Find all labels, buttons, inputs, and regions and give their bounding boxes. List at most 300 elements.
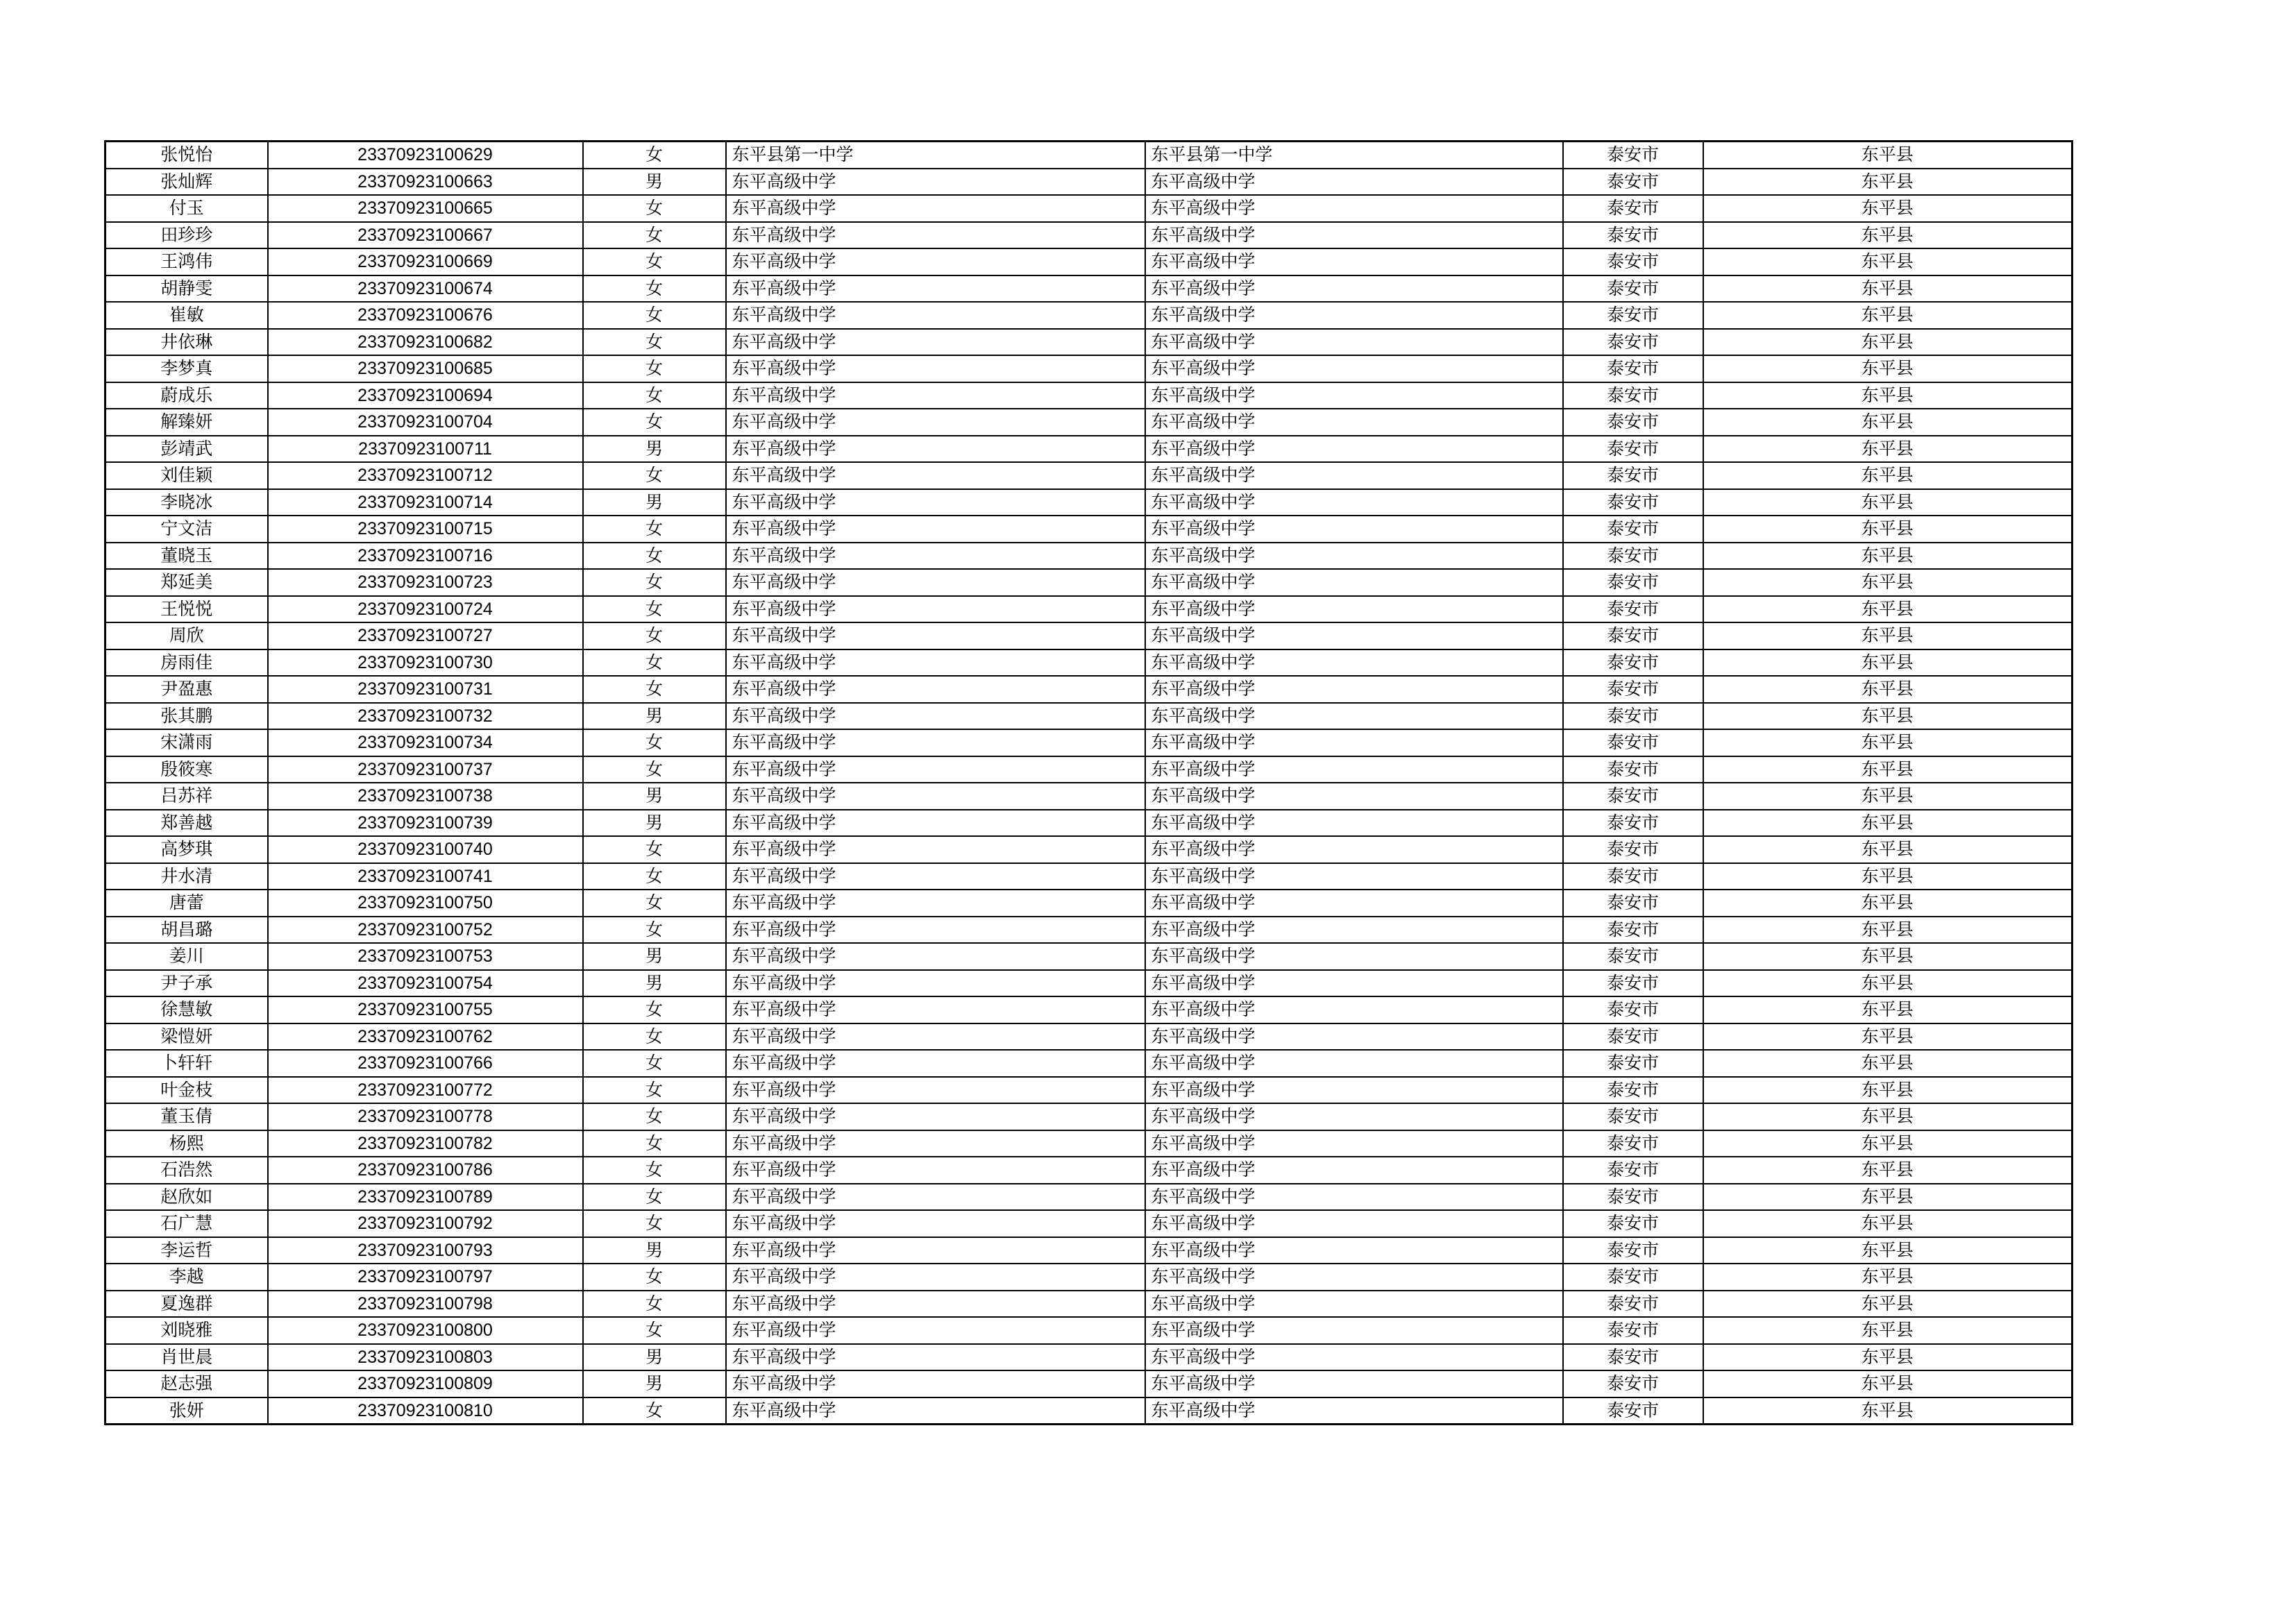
city-cell: 泰安市: [1563, 1023, 1703, 1051]
city-cell: 泰安市: [1563, 1210, 1703, 1237]
gender-cell: 女: [583, 1077, 726, 1104]
city-cell: 泰安市: [1563, 195, 1703, 222]
admitted-school-cell: 东平高级中学: [1145, 649, 1563, 677]
admitted-school-cell: 东平高级中学: [1145, 729, 1563, 756]
gender-cell: 男: [583, 943, 726, 970]
gender-cell: 女: [583, 302, 726, 329]
county-cell: 东平县: [1703, 569, 2073, 596]
county-cell: 东平县: [1703, 1264, 2073, 1291]
gender-cell: 女: [583, 676, 726, 703]
county-cell: 东平县: [1703, 622, 2073, 649]
school-cell: 东平高级中学: [726, 1050, 1145, 1077]
county-cell: 东平县: [1703, 222, 2073, 249]
gender-cell: 女: [583, 1291, 726, 1318]
table-row: [105, 917, 2073, 944]
school-cell: 东平高级中学: [726, 222, 1145, 249]
city-cell: 泰安市: [1563, 222, 1703, 249]
student-name-cell: 李运哲: [105, 1237, 268, 1264]
county-cell: 东平县: [1703, 1023, 2073, 1051]
county-cell: 东平县: [1703, 1157, 2073, 1184]
student-name-cell: 李越: [105, 1264, 268, 1291]
school-cell: 东平高级中学: [726, 382, 1145, 409]
gender-cell: 女: [583, 649, 726, 677]
gender-cell: 女: [583, 1210, 726, 1237]
admitted-school-cell: 东平高级中学: [1145, 222, 1563, 249]
county-cell: 东平县: [1703, 489, 2073, 516]
city-cell: 泰安市: [1563, 516, 1703, 543]
admitted-school-cell: 东平高级中学: [1145, 836, 1563, 863]
admitted-school-cell: 东平高级中学: [1145, 543, 1563, 570]
exam-id-cell: 23370923100711: [268, 436, 583, 463]
gender-cell: 女: [583, 462, 726, 489]
table-row: [105, 1397, 2073, 1425]
student-name-cell: 张其鹏: [105, 703, 268, 730]
county-cell: 东平县: [1703, 810, 2073, 837]
student-name-cell: 胡昌璐: [105, 917, 268, 944]
school-cell: 东平高级中学: [726, 569, 1145, 596]
gender-cell: 女: [583, 569, 726, 596]
gender-cell: 女: [583, 1317, 726, 1344]
gender-cell: 女: [583, 890, 726, 917]
table-row: [105, 302, 2073, 329]
exam-id-cell: 23370923100730: [268, 649, 583, 677]
city-cell: 泰安市: [1563, 890, 1703, 917]
table-row: [105, 810, 2073, 837]
county-cell: 东平县: [1703, 436, 2073, 463]
exam-id-cell: 23370923100694: [268, 382, 583, 409]
gender-cell: 女: [583, 1130, 726, 1157]
county-cell: 东平县: [1703, 1077, 2073, 1104]
city-cell: 泰安市: [1563, 970, 1703, 997]
student-name-cell: 井依琳: [105, 329, 268, 356]
school-cell: 东平高级中学: [726, 1397, 1145, 1425]
admitted-school-cell: 东平高级中学: [1145, 1317, 1563, 1344]
exam-id-cell: 23370923100674: [268, 275, 583, 303]
city-cell: 泰安市: [1563, 302, 1703, 329]
gender-cell: 女: [583, 1184, 726, 1211]
school-cell: 东平高级中学: [726, 596, 1145, 623]
table-row: [105, 462, 2073, 489]
school-cell: 东平高级中学: [726, 783, 1145, 810]
county-cell: 东平县: [1703, 970, 2073, 997]
admitted-school-cell: 东平高级中学: [1145, 329, 1563, 356]
admitted-school-cell: 东平高级中学: [1145, 516, 1563, 543]
exam-id-cell: 23370923100772: [268, 1077, 583, 1104]
table-row: [105, 329, 2073, 356]
table-row: [105, 1317, 2073, 1344]
gender-cell: 女: [583, 863, 726, 890]
city-cell: 泰安市: [1563, 1077, 1703, 1104]
school-cell: 东平高级中学: [726, 1103, 1145, 1130]
county-cell: 东平县: [1703, 302, 2073, 329]
table-row: [105, 516, 2073, 543]
school-cell: 东平高级中学: [726, 1157, 1145, 1184]
city-cell: 泰安市: [1563, 1344, 1703, 1371]
table-row: [105, 676, 2073, 703]
table-row: [105, 275, 2073, 303]
admitted-school-cell: 东平高级中学: [1145, 970, 1563, 997]
gender-cell: 男: [583, 1370, 726, 1397]
school-cell: 东平高级中学: [726, 195, 1145, 222]
admitted-school-cell: 东平高级中学: [1145, 248, 1563, 275]
admitted-school-cell: 东平高级中学: [1145, 409, 1563, 436]
school-cell: 东平高级中学: [726, 1344, 1145, 1371]
county-cell: 东平县: [1703, 543, 2073, 570]
county-cell: 东平县: [1703, 703, 2073, 730]
table-row: [105, 756, 2073, 783]
county-cell: 东平县: [1703, 1130, 2073, 1157]
gender-cell: 女: [583, 996, 726, 1023]
exam-id-cell: 23370923100754: [268, 970, 583, 997]
student-name-cell: 董玉倩: [105, 1103, 268, 1130]
school-cell: 东平高级中学: [726, 810, 1145, 837]
school-cell: 东平高级中学: [726, 329, 1145, 356]
exam-id-cell: 23370923100782: [268, 1130, 583, 1157]
school-cell: 东平高级中学: [726, 516, 1145, 543]
county-cell: 东平县: [1703, 836, 2073, 863]
admitted-school-cell: 东平高级中学: [1145, 436, 1563, 463]
county-cell: 东平县: [1703, 729, 2073, 756]
student-name-cell: 姜川: [105, 943, 268, 970]
exam-id-cell: 23370923100750: [268, 890, 583, 917]
city-cell: 泰安市: [1563, 1264, 1703, 1291]
school-cell: 东平高级中学: [726, 1264, 1145, 1291]
student-name-cell: 胡静雯: [105, 275, 268, 303]
table-row: [105, 1264, 2073, 1291]
gender-cell: 男: [583, 703, 726, 730]
city-cell: 泰安市: [1563, 622, 1703, 649]
exam-id-cell: 23370923100737: [268, 756, 583, 783]
exam-id-cell: 23370923100810: [268, 1397, 583, 1425]
school-cell: 东平高级中学: [726, 1077, 1145, 1104]
table-row: [105, 943, 2073, 970]
student-name-cell: 郑善越: [105, 810, 268, 837]
gender-cell: 女: [583, 729, 726, 756]
student-name-cell: 高梦琪: [105, 836, 268, 863]
student-name-cell: 杨熙: [105, 1130, 268, 1157]
county-cell: 东平县: [1703, 1370, 2073, 1397]
exam-id-cell: 23370923100809: [268, 1370, 583, 1397]
student-name-cell: 李梦真: [105, 355, 268, 382]
table-row: [105, 1237, 2073, 1264]
student-name-cell: 周欣: [105, 622, 268, 649]
admitted-school-cell: 东平高级中学: [1145, 996, 1563, 1023]
city-cell: 泰安市: [1563, 489, 1703, 516]
admitted-school-cell: 东平高级中学: [1145, 943, 1563, 970]
table-row: [105, 729, 2073, 756]
admitted-school-cell: 东平高级中学: [1145, 1344, 1563, 1371]
exam-id-cell: 23370923100740: [268, 836, 583, 863]
table-row: [105, 1184, 2073, 1211]
student-name-cell: 彭靖武: [105, 436, 268, 463]
school-cell: 东平高级中学: [726, 1291, 1145, 1318]
gender-cell: 女: [583, 275, 726, 303]
county-cell: 东平县: [1703, 1237, 2073, 1264]
city-cell: 泰安市: [1563, 1050, 1703, 1077]
student-name-cell: 唐蕾: [105, 890, 268, 917]
city-cell: 泰安市: [1563, 462, 1703, 489]
city-cell: 泰安市: [1563, 810, 1703, 837]
exam-id-cell: 23370923100798: [268, 1291, 583, 1318]
exam-id-cell: 23370923100716: [268, 543, 583, 570]
gender-cell: 女: [583, 1050, 726, 1077]
school-cell: 东平高级中学: [726, 248, 1145, 275]
county-cell: 东平县: [1703, 756, 2073, 783]
county-cell: 东平县: [1703, 1291, 2073, 1318]
student-name-cell: 蔚成乐: [105, 382, 268, 409]
admitted-school-cell: 东平高级中学: [1145, 1130, 1563, 1157]
gender-cell: 女: [583, 142, 726, 169]
admitted-school-cell: 东平高级中学: [1145, 1397, 1563, 1425]
county-cell: 东平县: [1703, 943, 2073, 970]
school-cell: 东平高级中学: [726, 649, 1145, 677]
admitted-school-cell: 东平高级中学: [1145, 863, 1563, 890]
table-row: [105, 409, 2073, 436]
table-row: [105, 1210, 2073, 1237]
exam-id-cell: 23370923100778: [268, 1103, 583, 1130]
table-row: [105, 1291, 2073, 1318]
student-name-cell: 王鸿伟: [105, 248, 268, 275]
county-cell: 东平县: [1703, 917, 2073, 944]
admitted-school-cell: 东平县第一中学: [1145, 142, 1563, 169]
exam-id-cell: 23370923100685: [268, 355, 583, 382]
gender-cell: 女: [583, 222, 726, 249]
gender-cell: 女: [583, 329, 726, 356]
city-cell: 泰安市: [1563, 863, 1703, 890]
admitted-school-cell: 东平高级中学: [1145, 355, 1563, 382]
admitted-school-cell: 东平高级中学: [1145, 1210, 1563, 1237]
county-cell: 东平县: [1703, 142, 2073, 169]
admitted-school-cell: 东平高级中学: [1145, 302, 1563, 329]
admitted-school-cell: 东平高级中学: [1145, 676, 1563, 703]
gender-cell: 女: [583, 622, 726, 649]
admitted-school-cell: 东平高级中学: [1145, 195, 1563, 222]
admitted-school-cell: 东平高级中学: [1145, 382, 1563, 409]
gender-cell: 男: [583, 783, 726, 810]
table-row: [105, 703, 2073, 730]
city-cell: 泰安市: [1563, 1237, 1703, 1264]
school-cell: 东平高级中学: [726, 302, 1145, 329]
city-cell: 泰安市: [1563, 1397, 1703, 1425]
student-name-cell: 夏逸群: [105, 1291, 268, 1318]
gender-cell: 男: [583, 436, 726, 463]
admitted-school-cell: 东平高级中学: [1145, 890, 1563, 917]
exam-id-cell: 23370923100786: [268, 1157, 583, 1184]
exam-id-cell: 23370923100715: [268, 516, 583, 543]
school-cell: 东平高级中学: [726, 355, 1145, 382]
gender-cell: 女: [583, 516, 726, 543]
table-row: [105, 1103, 2073, 1130]
city-cell: 泰安市: [1563, 996, 1703, 1023]
admitted-school-cell: 东平高级中学: [1145, 462, 1563, 489]
gender-cell: 女: [583, 382, 726, 409]
student-name-cell: 殷筱寒: [105, 756, 268, 783]
county-cell: 东平县: [1703, 248, 2073, 275]
admitted-school-cell: 东平高级中学: [1145, 1264, 1563, 1291]
school-cell: 东平高级中学: [726, 729, 1145, 756]
student-name-cell: 刘晓雅: [105, 1317, 268, 1344]
city-cell: 泰安市: [1563, 1184, 1703, 1211]
exam-id-cell: 23370923100797: [268, 1264, 583, 1291]
school-cell: 东平高级中学: [726, 1370, 1145, 1397]
county-cell: 东平县: [1703, 1210, 2073, 1237]
county-cell: 东平县: [1703, 382, 2073, 409]
admitted-school-cell: 东平高级中学: [1145, 169, 1563, 196]
exam-id-cell: 23370923100731: [268, 676, 583, 703]
county-cell: 东平县: [1703, 1317, 2073, 1344]
exam-id-cell: 23370923100629: [268, 142, 583, 169]
student-name-cell: 井水清: [105, 863, 268, 890]
school-cell: 东平高级中学: [726, 1210, 1145, 1237]
school-cell: 东平高级中学: [726, 996, 1145, 1023]
gender-cell: 女: [583, 1023, 726, 1051]
city-cell: 泰安市: [1563, 355, 1703, 382]
exam-id-cell: 23370923100665: [268, 195, 583, 222]
county-cell: 东平县: [1703, 329, 2073, 356]
city-cell: 泰安市: [1563, 1130, 1703, 1157]
exam-id-cell: 23370923100732: [268, 703, 583, 730]
gender-cell: 女: [583, 355, 726, 382]
table-row: [105, 1130, 2073, 1157]
exam-id-cell: 23370923100714: [268, 489, 583, 516]
table-row: [105, 1050, 2073, 1077]
county-cell: 东平县: [1703, 195, 2073, 222]
gender-cell: 女: [583, 543, 726, 570]
gender-cell: 男: [583, 1344, 726, 1371]
table-row: [105, 248, 2073, 275]
city-cell: 泰安市: [1563, 382, 1703, 409]
school-cell: 东平高级中学: [726, 863, 1145, 890]
exam-id-cell: 23370923100766: [268, 1050, 583, 1077]
county-cell: 东平县: [1703, 1184, 2073, 1211]
county-cell: 东平县: [1703, 275, 2073, 303]
school-cell: 东平高级中学: [726, 836, 1145, 863]
city-cell: 泰安市: [1563, 1291, 1703, 1318]
roster-table-body: [105, 142, 2073, 1425]
exam-id-cell: 23370923100712: [268, 462, 583, 489]
student-name-cell: 崔敏: [105, 302, 268, 329]
exam-id-cell: 23370923100739: [268, 810, 583, 837]
school-cell: 东平高级中学: [726, 462, 1145, 489]
school-cell: 东平高级中学: [726, 676, 1145, 703]
exam-id-cell: 23370923100738: [268, 783, 583, 810]
admitted-school-cell: 东平高级中学: [1145, 1370, 1563, 1397]
admitted-school-cell: 东平高级中学: [1145, 810, 1563, 837]
gender-cell: 女: [583, 409, 726, 436]
table-row: [105, 783, 2073, 810]
exam-id-cell: 23370923100792: [268, 1210, 583, 1237]
exam-id-cell: 23370923100704: [268, 409, 583, 436]
table-row: [105, 222, 2073, 249]
city-cell: 泰安市: [1563, 1103, 1703, 1130]
admitted-school-cell: 东平高级中学: [1145, 569, 1563, 596]
table-row: [105, 1077, 2073, 1104]
exam-id-cell: 23370923100669: [268, 248, 583, 275]
student-name-cell: 解臻妍: [105, 409, 268, 436]
table-row: [105, 996, 2073, 1023]
admitted-school-cell: 东平高级中学: [1145, 1103, 1563, 1130]
school-cell: 东平高级中学: [726, 409, 1145, 436]
student-name-cell: 郑延美: [105, 569, 268, 596]
admitted-school-cell: 东平高级中学: [1145, 756, 1563, 783]
student-name-cell: 梁愷妍: [105, 1023, 268, 1051]
exam-id-cell: 23370923100724: [268, 596, 583, 623]
city-cell: 泰安市: [1563, 943, 1703, 970]
school-cell: 东平高级中学: [726, 489, 1145, 516]
gender-cell: 男: [583, 1237, 726, 1264]
student-name-cell: 田珍珍: [105, 222, 268, 249]
table-row: [105, 1344, 2073, 1371]
gender-cell: 女: [583, 836, 726, 863]
county-cell: 东平县: [1703, 596, 2073, 623]
city-cell: 泰安市: [1563, 409, 1703, 436]
city-cell: 泰安市: [1563, 917, 1703, 944]
admitted-school-cell: 东平高级中学: [1145, 596, 1563, 623]
admitted-school-cell: 东平高级中学: [1145, 1077, 1563, 1104]
student-name-cell: 赵志强: [105, 1370, 268, 1397]
student-name-cell: 尹子承: [105, 970, 268, 997]
table-row: [105, 596, 2073, 623]
student-name-cell: 房雨佳: [105, 649, 268, 677]
admitted-school-cell: 东平高级中学: [1145, 1050, 1563, 1077]
city-cell: 泰安市: [1563, 1370, 1703, 1397]
table-row: [105, 836, 2073, 863]
gender-cell: 女: [583, 1397, 726, 1425]
exam-id-cell: 23370923100663: [268, 169, 583, 196]
school-cell: 东平高级中学: [726, 169, 1145, 196]
admitted-school-cell: 东平高级中学: [1145, 703, 1563, 730]
table-row: [105, 890, 2073, 917]
table-row: [105, 622, 2073, 649]
city-cell: 泰安市: [1563, 569, 1703, 596]
table-row: [105, 489, 2073, 516]
county-cell: 东平县: [1703, 355, 2073, 382]
admitted-school-cell: 东平高级中学: [1145, 783, 1563, 810]
city-cell: 泰安市: [1563, 436, 1703, 463]
student-name-cell: 石广慧: [105, 1210, 268, 1237]
student-name-cell: 张悦怡: [105, 142, 268, 169]
student-name-cell: 徐慧敏: [105, 996, 268, 1023]
exam-id-cell: 23370923100752: [268, 917, 583, 944]
gender-cell: 女: [583, 1103, 726, 1130]
school-cell: 东平高级中学: [726, 1184, 1145, 1211]
exam-id-cell: 23370923100741: [268, 863, 583, 890]
student-name-cell: 石浩然: [105, 1157, 268, 1184]
city-cell: 泰安市: [1563, 169, 1703, 196]
city-cell: 泰安市: [1563, 649, 1703, 677]
admitted-school-cell: 东平高级中学: [1145, 1184, 1563, 1211]
city-cell: 泰安市: [1563, 543, 1703, 570]
school-cell: 东平高级中学: [726, 970, 1145, 997]
city-cell: 泰安市: [1563, 142, 1703, 169]
county-cell: 东平县: [1703, 409, 2073, 436]
admitted-school-cell: 东平高级中学: [1145, 1023, 1563, 1051]
gender-cell: 男: [583, 970, 726, 997]
table-row: [105, 1370, 2073, 1397]
table-row: [105, 543, 2073, 570]
exam-id-cell: 23370923100676: [268, 302, 583, 329]
city-cell: 泰安市: [1563, 596, 1703, 623]
city-cell: 泰安市: [1563, 1317, 1703, 1344]
admitted-school-cell: 东平高级中学: [1145, 489, 1563, 516]
gender-cell: 男: [583, 810, 726, 837]
exam-id-cell: 23370923100727: [268, 622, 583, 649]
admitted-school-cell: 东平高级中学: [1145, 275, 1563, 303]
student-name-cell: 宋潇雨: [105, 729, 268, 756]
school-cell: 东平高级中学: [726, 543, 1145, 570]
table-row: [105, 1023, 2073, 1051]
city-cell: 泰安市: [1563, 329, 1703, 356]
